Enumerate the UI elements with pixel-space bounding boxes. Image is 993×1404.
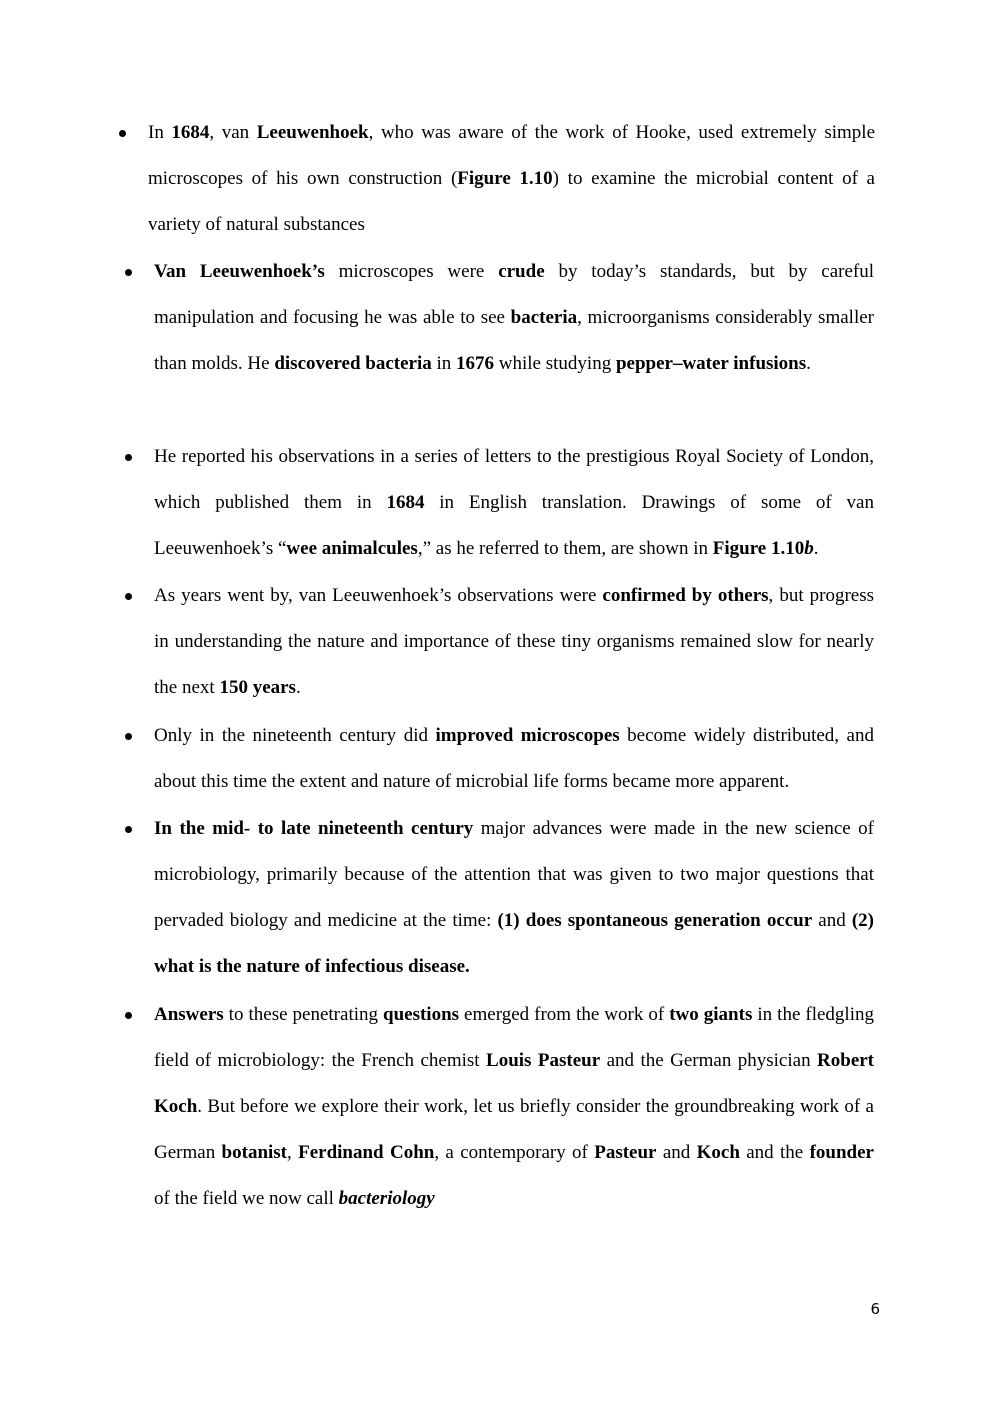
bullet-icon: [125, 733, 132, 740]
bullet-icon: [125, 593, 132, 600]
bullet-icon: [125, 269, 132, 276]
list-item-text: He reported his observations in a series of letters to the prestigious Royal Society of London, which published them in 1684 in English translation. Drawings of some of van Leeuwenhoek’s “wee animalcules,” as he referred to them, are shown in Figure 1.10b.: [154, 446, 874, 559]
list-item-text: In the mid- to late nineteenth century major advances were made in the new science of microbiology, primarily because of the attention that was given to two major questions that pervaded biology and medicine at the time: (1) does spontaneous generation occur and (2) what is the nature of infectious disease.: [154, 818, 874, 977]
bullet-icon: [119, 130, 126, 137]
list-item-text: Answers to these penetrating questions emerged from the work of two giants in the fledgling field of microbiology: the French chemist Louis Pasteur and the German physician Robert Koch. But before we explore their work, let us briefly consider the groundbreaking work of a German botanist, Ferdinand Cohn, a contemporary of Pasteur and Koch and the founder of the field we now call bacteriology: [154, 1004, 875, 1209]
list-item-text: Van Leeuwenhoek’s microscopes were crude by today’s standards, but by careful manipulation and focusing he was able to see bacteria, microorganisms considerably smaller than molds. He discovered bacteria in 1676 while studying pepper–water infusions.: [154, 261, 875, 374]
bullet-icon: [125, 1012, 132, 1019]
bullet-icon: [125, 454, 132, 461]
list-item-text: As years went by, van Leeuwenhoek’s observations were confirmed by others, but progress in understanding the nature and importance of these tiny organisms remained slow for nearly the next 150 years.: [154, 585, 874, 698]
page-number: 6: [870, 1300, 880, 1318]
list-item-text: In 1684, van Leeuwenhoek, who was aware of the work of Hooke, used extremely simple microscopes of his own construction (Figure 1.10) to examine the microbial content of a variety of natural substances: [148, 122, 876, 235]
bullet-icon: [125, 826, 132, 833]
list-item-text: Only in the nineteenth century did improved microscopes become widely distributed, and about this time the extent and nature of microbial life forms became more apparent.: [154, 725, 874, 792]
